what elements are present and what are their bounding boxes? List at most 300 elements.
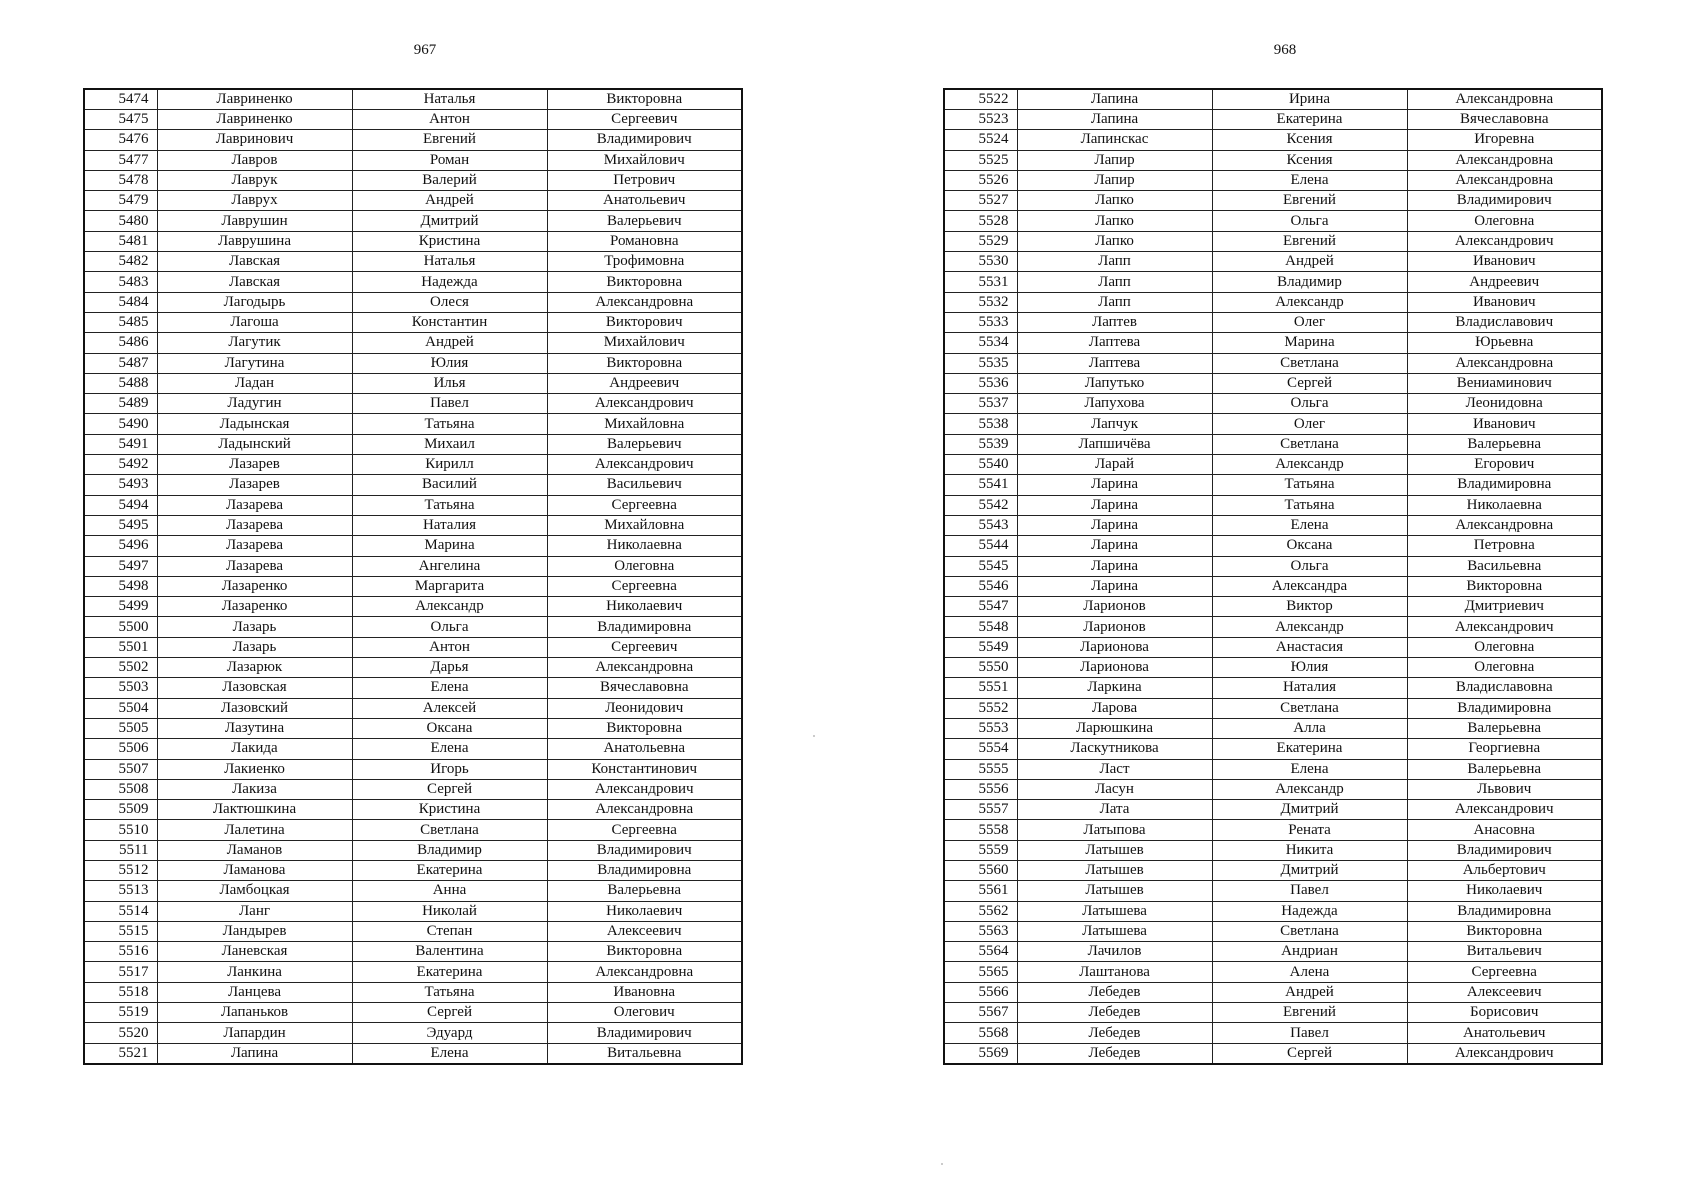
first-name-cell: Александр	[1212, 292, 1407, 312]
record-number-cell: 5506	[84, 739, 157, 759]
record-number-cell: 5534	[944, 333, 1017, 353]
surname-cell: Лагоша	[157, 312, 352, 332]
first-name-cell: Виктор	[1212, 597, 1407, 617]
record-number-cell: 5511	[84, 840, 157, 860]
patronymic-cell: Андреевич	[1407, 272, 1602, 292]
surname-cell: Ламанова	[157, 860, 352, 880]
record-number-cell: 5512	[84, 860, 157, 880]
patronymic-cell: Иванович	[1407, 292, 1602, 312]
surname-cell: Ланг	[157, 901, 352, 921]
table-row	[84, 860, 742, 880]
table-row	[84, 982, 742, 1002]
record-number-cell: 5552	[944, 698, 1017, 718]
first-name-cell: Ольга	[352, 617, 547, 637]
surname-cell: Лагодырь	[157, 292, 352, 312]
patronymic-cell: Николаевна	[547, 536, 742, 556]
surname-cell: Лапутько	[1017, 373, 1212, 393]
right-register-body	[944, 89, 1602, 1064]
record-number-cell: 5556	[944, 779, 1017, 799]
patronymic-cell: Владимирович	[547, 130, 742, 150]
record-number-cell: 5554	[944, 739, 1017, 759]
first-name-cell: Рената	[1212, 820, 1407, 840]
record-number-cell: 5475	[84, 110, 157, 130]
first-name-cell: Дмитрий	[352, 211, 547, 231]
table-row	[84, 130, 742, 150]
patronymic-cell: Валерьевна	[1407, 434, 1602, 454]
patronymic-cell: Петровна	[1407, 536, 1602, 556]
table-row	[84, 759, 742, 779]
table-row	[944, 637, 1602, 657]
table-row	[944, 678, 1602, 698]
first-name-cell: Наталья	[352, 252, 547, 272]
record-number-cell: 5539	[944, 434, 1017, 454]
record-number-cell: 5544	[944, 536, 1017, 556]
first-name-cell: Алла	[1212, 718, 1407, 738]
surname-cell: Лазарь	[157, 637, 352, 657]
surname-cell: Лаврушин	[157, 211, 352, 231]
first-name-cell: Светлана	[1212, 921, 1407, 941]
table-row	[944, 434, 1602, 454]
table-row	[84, 942, 742, 962]
table-row	[944, 597, 1602, 617]
surname-cell: Ламанов	[157, 840, 352, 860]
right-page-number: 968	[1273, 42, 1297, 58]
surname-cell: Ларионов	[1017, 617, 1212, 637]
first-name-cell: Ксения	[1212, 150, 1407, 170]
patronymic-cell: Егорович	[1407, 455, 1602, 475]
surname-cell: Лапп	[1017, 252, 1212, 272]
table-row	[944, 455, 1602, 475]
table-row	[944, 475, 1602, 495]
patronymic-cell: Александровна	[547, 962, 742, 982]
record-number-cell: 5513	[84, 881, 157, 901]
first-name-cell: Николай	[352, 901, 547, 921]
record-number-cell: 5563	[944, 921, 1017, 941]
patronymic-cell: Валерьевна	[1407, 759, 1602, 779]
surname-cell: Лапухова	[1017, 394, 1212, 414]
first-name-cell: Юлия	[1212, 658, 1407, 678]
first-name-cell: Андриан	[1212, 942, 1407, 962]
first-name-cell: Анна	[352, 881, 547, 901]
patronymic-cell: Александрович	[1407, 1043, 1602, 1064]
record-number-cell: 5496	[84, 536, 157, 556]
surname-cell: Ларина	[1017, 475, 1212, 495]
surname-cell: Лавская	[157, 252, 352, 272]
surname-cell: Ласт	[1017, 759, 1212, 779]
surname-cell: Ларина	[1017, 495, 1212, 515]
surname-cell: Ларина	[1017, 576, 1212, 596]
table-row	[84, 475, 742, 495]
first-name-cell: Владимир	[352, 840, 547, 860]
surname-cell: Лаштанова	[1017, 962, 1212, 982]
record-number-cell: 5531	[944, 272, 1017, 292]
patronymic-cell: Олеговна	[1407, 658, 1602, 678]
record-number-cell: 5497	[84, 556, 157, 576]
table-row	[84, 597, 742, 617]
record-number-cell: 5537	[944, 394, 1017, 414]
surname-cell: Лазовский	[157, 698, 352, 718]
surname-cell: Ларова	[1017, 698, 1212, 718]
first-name-cell: Ольга	[1212, 394, 1407, 414]
record-number-cell: 5569	[944, 1043, 1017, 1064]
table-row	[944, 536, 1602, 556]
table-row	[944, 1023, 1602, 1043]
record-number-cell: 5538	[944, 414, 1017, 434]
first-name-cell: Елена	[352, 1043, 547, 1064]
table-row	[84, 718, 742, 738]
record-number-cell: 5480	[84, 211, 157, 231]
surname-cell: Лаптева	[1017, 333, 1212, 353]
surname-cell: Лазаренко	[157, 576, 352, 596]
first-name-cell: Маргарита	[352, 576, 547, 596]
patronymic-cell: Владимировна	[1407, 901, 1602, 921]
patronymic-cell: Дмитриевич	[1407, 597, 1602, 617]
record-number-cell: 5477	[84, 150, 157, 170]
record-number-cell: 5557	[944, 800, 1017, 820]
surname-cell: Лавринович	[157, 130, 352, 150]
first-name-cell: Евгений	[1212, 191, 1407, 211]
record-number-cell: 5501	[84, 637, 157, 657]
first-name-cell: Алена	[1212, 962, 1407, 982]
first-name-cell: Елена	[352, 678, 547, 698]
surname-cell: Лапаньков	[157, 1003, 352, 1023]
record-number-cell: 5474	[84, 89, 157, 110]
record-number-cell: 5488	[84, 373, 157, 393]
patronymic-cell: Львович	[1407, 779, 1602, 799]
surname-cell: Ларюшкина	[1017, 718, 1212, 738]
record-number-cell: 5483	[84, 272, 157, 292]
record-number-cell: 5481	[84, 231, 157, 251]
surname-cell: Ланцева	[157, 982, 352, 1002]
patronymic-cell: Иванович	[1407, 252, 1602, 272]
patronymic-cell: Петрович	[547, 170, 742, 190]
record-number-cell: 5522	[944, 89, 1017, 110]
table-row	[84, 840, 742, 860]
first-name-cell: Дарья	[352, 658, 547, 678]
surname-cell: Лапп	[1017, 292, 1212, 312]
first-name-cell: Марина	[1212, 333, 1407, 353]
table-row	[84, 536, 742, 556]
left-page-number: 967	[413, 42, 437, 58]
patronymic-cell: Владимировна	[547, 617, 742, 637]
first-name-cell: Александр	[1212, 779, 1407, 799]
table-row	[944, 901, 1602, 921]
record-number-cell: 5505	[84, 718, 157, 738]
table-row	[944, 576, 1602, 596]
table-row	[944, 353, 1602, 373]
patronymic-cell: Александрович	[1407, 800, 1602, 820]
table-row	[84, 292, 742, 312]
table-row	[944, 191, 1602, 211]
table-row	[944, 982, 1602, 1002]
record-number-cell: 5566	[944, 982, 1017, 1002]
first-name-cell: Ирина	[1212, 89, 1407, 110]
surname-cell: Лагутик	[157, 333, 352, 353]
record-number-cell: 5558	[944, 820, 1017, 840]
table-row	[944, 860, 1602, 880]
record-number-cell: 5549	[944, 637, 1017, 657]
surname-cell: Лазарев	[157, 455, 352, 475]
surname-cell: Лаврук	[157, 170, 352, 190]
first-name-cell: Андрей	[352, 191, 547, 211]
first-name-cell: Марина	[352, 536, 547, 556]
patronymic-cell: Анатольевич	[547, 191, 742, 211]
record-number-cell: 5520	[84, 1023, 157, 1043]
patronymic-cell: Михайлович	[547, 150, 742, 170]
record-number-cell: 5489	[84, 394, 157, 414]
record-number-cell: 5545	[944, 556, 1017, 576]
record-number-cell: 5561	[944, 881, 1017, 901]
patronymic-cell: Сергеевна	[547, 576, 742, 596]
first-name-cell: Наталья	[352, 89, 547, 110]
surname-cell: Латышев	[1017, 881, 1212, 901]
table-row	[944, 89, 1602, 110]
patronymic-cell: Александровна	[547, 800, 742, 820]
surname-cell: Ларионова	[1017, 658, 1212, 678]
first-name-cell: Павел	[352, 394, 547, 414]
record-number-cell: 5540	[944, 455, 1017, 475]
surname-cell: Лапко	[1017, 211, 1212, 231]
table-row	[944, 110, 1602, 130]
table-row	[944, 718, 1602, 738]
table-row	[84, 962, 742, 982]
table-row	[944, 942, 1602, 962]
table-row	[944, 272, 1602, 292]
table-row	[84, 617, 742, 637]
record-number-cell: 5555	[944, 759, 1017, 779]
first-name-cell: Елена	[1212, 515, 1407, 535]
first-name-cell: Светлана	[352, 820, 547, 840]
surname-cell: Лапир	[1017, 170, 1212, 190]
surname-cell: Лазарев	[157, 475, 352, 495]
scan-speck	[813, 735, 815, 737]
table-row	[84, 515, 742, 535]
surname-cell: Лавская	[157, 272, 352, 292]
patronymic-cell: Викторовна	[547, 718, 742, 738]
table-row	[84, 779, 742, 799]
surname-cell: Ландырев	[157, 921, 352, 941]
patronymic-cell: Сергеевич	[547, 637, 742, 657]
first-name-cell: Дмитрий	[1212, 800, 1407, 820]
patronymic-cell: Валерьевич	[547, 211, 742, 231]
patronymic-cell: Михайловна	[547, 414, 742, 434]
first-name-cell: Александр	[1212, 455, 1407, 475]
patronymic-cell: Алексеевич	[1407, 982, 1602, 1002]
first-name-cell: Кристина	[352, 231, 547, 251]
patronymic-cell: Трофимовна	[547, 252, 742, 272]
first-name-cell: Олеся	[352, 292, 547, 312]
table-row	[84, 333, 742, 353]
record-number-cell: 5524	[944, 130, 1017, 150]
surname-cell: Лазарева	[157, 536, 352, 556]
record-number-cell: 5550	[944, 658, 1017, 678]
first-name-cell: Сергей	[1212, 373, 1407, 393]
patronymic-cell: Викторовна	[547, 89, 742, 110]
first-name-cell: Кирилл	[352, 455, 547, 475]
first-name-cell: Елена	[1212, 759, 1407, 779]
surname-cell: Ладугин	[157, 394, 352, 414]
table-row	[944, 1043, 1602, 1064]
first-name-cell: Сергей	[352, 1003, 547, 1023]
patronymic-cell: Николаевна	[1407, 495, 1602, 515]
surname-cell: Ладынская	[157, 414, 352, 434]
first-name-cell: Олег	[1212, 312, 1407, 332]
patronymic-cell: Альбертович	[1407, 860, 1602, 880]
record-number-cell: 5495	[84, 515, 157, 535]
left-register-body	[84, 89, 742, 1064]
table-row	[944, 962, 1602, 982]
patronymic-cell: Владимирович	[1407, 191, 1602, 211]
patronymic-cell: Александровна	[1407, 170, 1602, 190]
patronymic-cell: Андреевич	[547, 373, 742, 393]
surname-cell: Лапчук	[1017, 414, 1212, 434]
table-row	[944, 495, 1602, 515]
first-name-cell: Екатерина	[1212, 739, 1407, 759]
patronymic-cell: Александровна	[547, 658, 742, 678]
table-row	[84, 921, 742, 941]
table-row	[944, 373, 1602, 393]
surname-cell: Лазутина	[157, 718, 352, 738]
surname-cell: Ларина	[1017, 556, 1212, 576]
first-name-cell: Игорь	[352, 759, 547, 779]
surname-cell: Ларионов	[1017, 597, 1212, 617]
surname-cell: Лапардин	[157, 1023, 352, 1043]
first-name-cell: Владимир	[1212, 272, 1407, 292]
surname-cell: Лаврушина	[157, 231, 352, 251]
table-row	[944, 252, 1602, 272]
table-row	[84, 901, 742, 921]
table-row	[944, 840, 1602, 860]
first-name-cell: Евгений	[1212, 231, 1407, 251]
surname-cell: Ларина	[1017, 515, 1212, 535]
patronymic-cell: Васильевна	[1407, 556, 1602, 576]
patronymic-cell: Романовна	[547, 231, 742, 251]
record-number-cell: 5527	[944, 191, 1017, 211]
patronymic-cell: Ивановна	[547, 982, 742, 1002]
record-number-cell: 5548	[944, 617, 1017, 637]
first-name-cell: Константин	[352, 312, 547, 332]
record-number-cell: 5476	[84, 130, 157, 150]
table-row	[84, 231, 742, 251]
surname-cell: Лазарева	[157, 515, 352, 535]
first-name-cell: Татьяна	[1212, 475, 1407, 495]
record-number-cell: 5503	[84, 678, 157, 698]
record-number-cell: 5494	[84, 495, 157, 515]
first-name-cell: Никита	[1212, 840, 1407, 860]
record-number-cell: 5514	[84, 901, 157, 921]
patronymic-cell: Анасовна	[1407, 820, 1602, 840]
surname-cell: Лапко	[1017, 231, 1212, 251]
patronymic-cell: Николаевич	[547, 597, 742, 617]
patronymic-cell: Николаевич	[1407, 881, 1602, 901]
first-name-cell: Валерий	[352, 170, 547, 190]
surname-cell: Лазарева	[157, 495, 352, 515]
surname-cell: Ларина	[1017, 536, 1212, 556]
surname-cell: Ланевская	[157, 942, 352, 962]
table-row	[944, 130, 1602, 150]
patronymic-cell: Олеговна	[1407, 211, 1602, 231]
table-row	[944, 211, 1602, 231]
record-number-cell: 5517	[84, 962, 157, 982]
patronymic-cell: Викторовна	[547, 353, 742, 373]
patronymic-cell: Викторовна	[547, 272, 742, 292]
first-name-cell: Кристина	[352, 800, 547, 820]
patronymic-cell: Витальевич	[1407, 942, 1602, 962]
first-name-cell: Татьяна	[352, 414, 547, 434]
table-row	[84, 495, 742, 515]
first-name-cell: Андрей	[1212, 252, 1407, 272]
table-row	[944, 820, 1602, 840]
table-row	[84, 211, 742, 231]
patronymic-cell: Александровна	[1407, 353, 1602, 373]
patronymic-cell: Васильевич	[547, 475, 742, 495]
first-name-cell: Екатерина	[1212, 110, 1407, 130]
patronymic-cell: Владиславовна	[1407, 678, 1602, 698]
patronymic-cell: Александрович	[547, 394, 742, 414]
table-row	[944, 312, 1602, 332]
patronymic-cell: Владимирович	[1407, 840, 1602, 860]
table-row	[84, 252, 742, 272]
record-number-cell: 5485	[84, 312, 157, 332]
record-number-cell: 5508	[84, 779, 157, 799]
surname-cell: Латышева	[1017, 901, 1212, 921]
patronymic-cell: Владимирович	[547, 1023, 742, 1043]
record-number-cell: 5510	[84, 820, 157, 840]
table-row	[84, 820, 742, 840]
first-name-cell: Александр	[1212, 617, 1407, 637]
record-number-cell: 5498	[84, 576, 157, 596]
surname-cell: Лебедев	[1017, 982, 1212, 1002]
record-number-cell: 5529	[944, 231, 1017, 251]
patronymic-cell: Александрович	[547, 455, 742, 475]
surname-cell: Ларай	[1017, 455, 1212, 475]
patronymic-cell: Валерьевич	[547, 434, 742, 454]
record-number-cell: 5486	[84, 333, 157, 353]
patronymic-cell: Владиславович	[1407, 312, 1602, 332]
first-name-cell: Сергей	[352, 779, 547, 799]
surname-cell: Лаврух	[157, 191, 352, 211]
record-number-cell: 5504	[84, 698, 157, 718]
table-row	[84, 414, 742, 434]
surname-cell: Лебедев	[1017, 1023, 1212, 1043]
record-number-cell: 5546	[944, 576, 1017, 596]
first-name-cell: Татьяна	[1212, 495, 1407, 515]
first-name-cell: Степан	[352, 921, 547, 941]
record-number-cell: 5530	[944, 252, 1017, 272]
record-number-cell: 5502	[84, 658, 157, 678]
table-row	[84, 394, 742, 414]
record-number-cell: 5532	[944, 292, 1017, 312]
patronymic-cell: Борисович	[1407, 1003, 1602, 1023]
patronymic-cell: Леонидович	[547, 698, 742, 718]
table-row	[84, 678, 742, 698]
surname-cell: Ланкина	[157, 962, 352, 982]
surname-cell: Лапина	[1017, 89, 1212, 110]
record-number-cell: 5518	[84, 982, 157, 1002]
table-row	[944, 394, 1602, 414]
patronymic-cell: Сергеевна	[1407, 962, 1602, 982]
record-number-cell: 5499	[84, 597, 157, 617]
patronymic-cell: Александровна	[1407, 89, 1602, 110]
patronymic-cell: Вениаминович	[1407, 373, 1602, 393]
patronymic-cell: Владимирович	[547, 840, 742, 860]
patronymic-cell: Викторовна	[1407, 921, 1602, 941]
patronymic-cell: Владимировна	[1407, 698, 1602, 718]
first-name-cell: Сергей	[1212, 1043, 1407, 1064]
first-name-cell: Роман	[352, 150, 547, 170]
first-name-cell: Наталия	[352, 515, 547, 535]
first-name-cell: Оксана	[352, 718, 547, 738]
